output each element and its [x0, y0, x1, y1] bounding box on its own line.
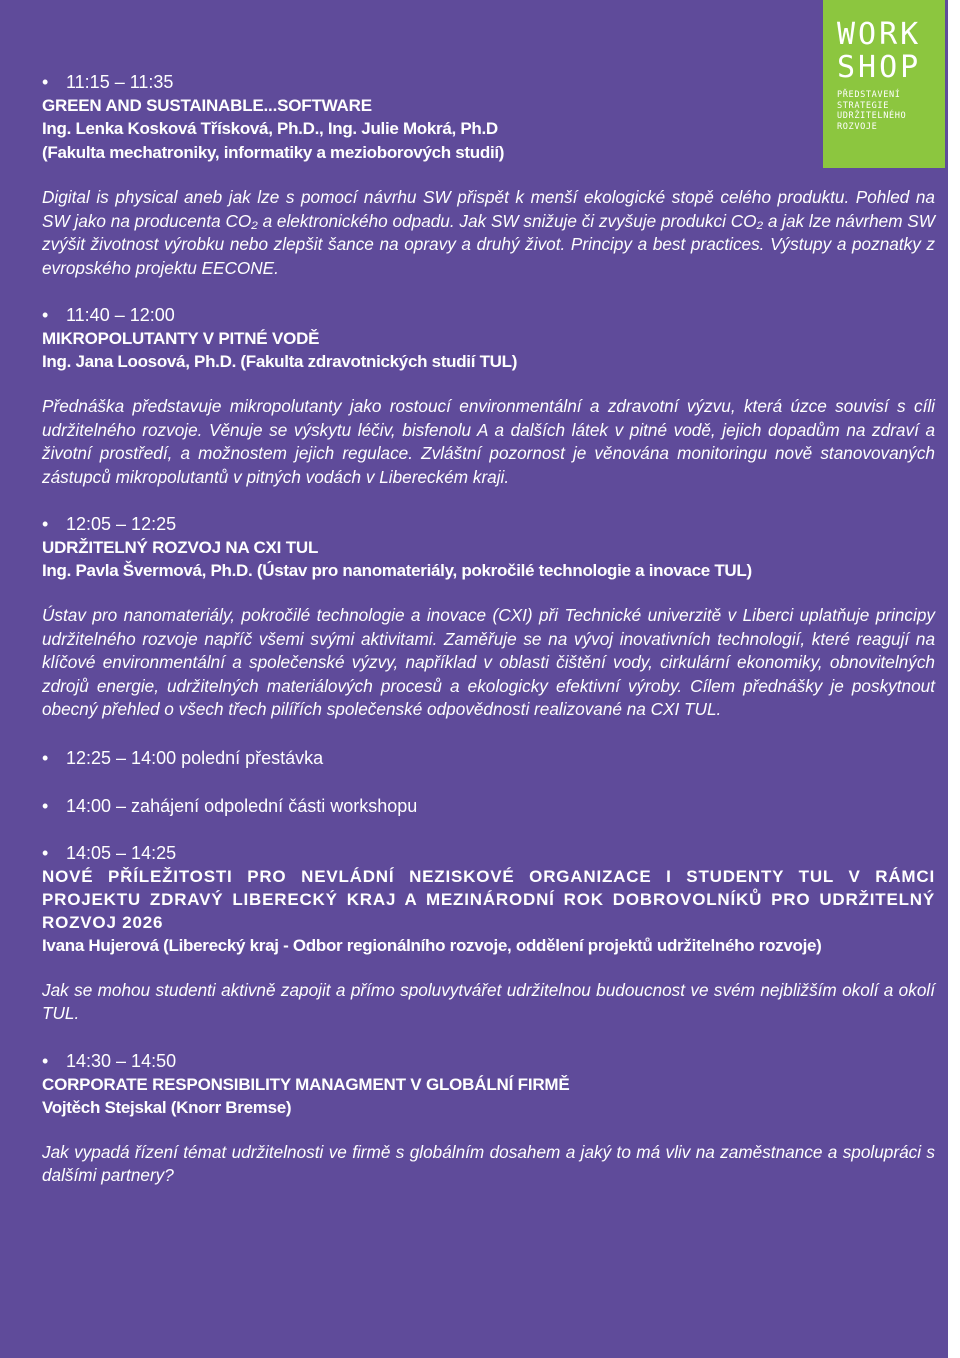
logo-sub-1: PŘEDSTAVENÍ — [837, 90, 901, 100]
session-speaker-affiliation: (Fakulta mechatroniky, informatiky a mezioborových studií) — [42, 143, 505, 162]
program-content — [42, 70, 935, 1188]
session-speaker: Ing. Jana Loosová, Ph.D. (Fakulta zdravotnických studií TUL) — [42, 352, 518, 371]
session-2 — [42, 303, 935, 489]
session-3 — [42, 512, 935, 722]
session-title: NOVÉ PŘÍLEŽITOSTI PRO NEVLÁDNÍ NEZISKOVÉ ORGANIZACE I STUDENTY TUL V RÁMCI PROJEKTU ZDRAVÝ LIBERECKÝ KRAJ A MEZINÁRODNÍ ROK DOBROVOLNÍKŮ PRO UDRŽITELNÝ ROZVOJ 2026 — [42, 866, 935, 932]
session-description: Přednáška představuje mikropolutanty jako rostoucí environmentální a zdravotní výzvu, která úzce souvisí s cíli udržitelného rozvoje. Věnuje se výskytu léčiv, bisfenolu A a dalších látek v pitné vodě, jejich dopadům na zdraví a životní prostředí, a možnostem jejich regulace. Zvláštní pozornost je věnována monitoringu nově stanovovaných zástupců mikropolutantů v pitných vodách v Libereckém kraji. — [42, 396, 935, 487]
session-description: Ústav pro nanomateriály, pokročilé technologie a inovace (CXI) při Technické univerzitě v Liberci uplatňuje principy udržitelného rozvoje napříč všemi svými aktivitami. Zaměřuje se na vývoj inovativních technologií, které reagují na klíčové environmentální a společenské výzvy, například v oblasti čištění vody, cirkulární ekonomiky, obnovitelných zdrojů energie, udržitelných materiálových procesů a ekologicky efektivní výroby. Cílem přednášky je poskytnout obecný přehled o všech třech pilířích společenské odpovědnosti realizované na CXI TUL. — [42, 605, 935, 719]
logo-sub-3: UDRŽITELNÉHO — [837, 111, 907, 121]
session-description: Jak vypadá řízení témat udržitelnosti ve firmě s globálním dosahem a jaký to má vliv na zaměstnance a spolupráci s dalšími partnery? — [42, 1141, 935, 1185]
session-speaker: Ing. Lenka Kosková Třísková, Ph.D., Ing. Julie Mokrá, Ph.D — [42, 119, 498, 138]
logo-sub-2: STRATEGIE — [837, 100, 889, 111]
bullet: • — [42, 1050, 49, 1071]
bullet: • — [42, 842, 49, 863]
session-title: GREEN AND SUSTAINABLE...SOFTWARE — [42, 96, 372, 115]
session-speaker: Ing. Pavla Švermová, Ph.D. (Ústav pro nanomateriály, pokročilé technologie a inovace TUL) — [42, 561, 752, 580]
session-time-text: 12:05 – 12:25 — [66, 514, 177, 534]
session-time-text: 11:15 – 11:35 — [66, 72, 174, 92]
bullet: • — [42, 514, 49, 534]
session-time-text: 11:40 – 12:00 — [66, 305, 175, 325]
session-description: Digital is physical aneb jak lze s pomocí návrhu SW přispět k menší ekologické stopě celého produktu. Pohled na SW jako na producenta CO₂ a elektronického odpadu. Jak SW snižuje či zvyšuje produkci CO₂ a jak lze návrhem SW zvýšit životnost výrobku nebo zlepšit šance na opravy a druhý život. Principy a best practices. Výstupy a poznatky z evropského projektu EECONE. — [42, 187, 935, 278]
session-time-text: 14:05 – 14:25 — [66, 842, 177, 863]
session-speaker: Ivana Hujerová (Liberecký kraj - Odbor regionálního rozvoje, oddělení projektů udržitelného rozvoje) — [42, 935, 822, 955]
session-title: MIKROPOLUTANTY V PITNÉ VODĚ — [42, 329, 320, 348]
session-speaker: Vojtěch Stejskal (Knorr Bremse) — [42, 1097, 292, 1117]
logo-line-2: SHOP — [837, 50, 922, 85]
session-time — [42, 303, 935, 327]
session-title: UDRŽITELNÝ ROZVOJ NA CXI TUL — [42, 538, 319, 557]
session-title: CORPORATE RESPONSIBILITY MANAGMENT V GLOBÁLNÍ FIRMĚ — [42, 1074, 570, 1094]
break-text: 12:25 – 14:00 polední přestávka — [66, 747, 324, 768]
logo-sub-4: ROZVOJE — [837, 121, 878, 132]
bullet: • — [42, 72, 49, 92]
lunch-break — [42, 746, 935, 770]
bullet: • — [42, 747, 49, 768]
session-time — [42, 1049, 935, 1073]
afternoon-start — [42, 794, 935, 818]
session-1 — [42, 70, 935, 280]
session-5 — [42, 1049, 935, 1188]
session-4 — [42, 841, 935, 1026]
session-description: Jak se mohou studenti aktivně zapojit a přímo spoluvytvářet udržitelnou budoucnost ve svém nejbližším okolí a okolí TUL. — [42, 979, 935, 1023]
session-time — [42, 841, 935, 865]
logo-line-1: WORK — [837, 17, 922, 52]
break-text: 14:00 – zahájení odpolední části workshopu — [66, 795, 418, 816]
session-time-text: 14:30 – 14:50 — [66, 1050, 177, 1071]
bullet: • — [42, 305, 49, 325]
session-time — [42, 512, 935, 536]
bullet: • — [42, 795, 49, 816]
session-time — [42, 70, 935, 94]
